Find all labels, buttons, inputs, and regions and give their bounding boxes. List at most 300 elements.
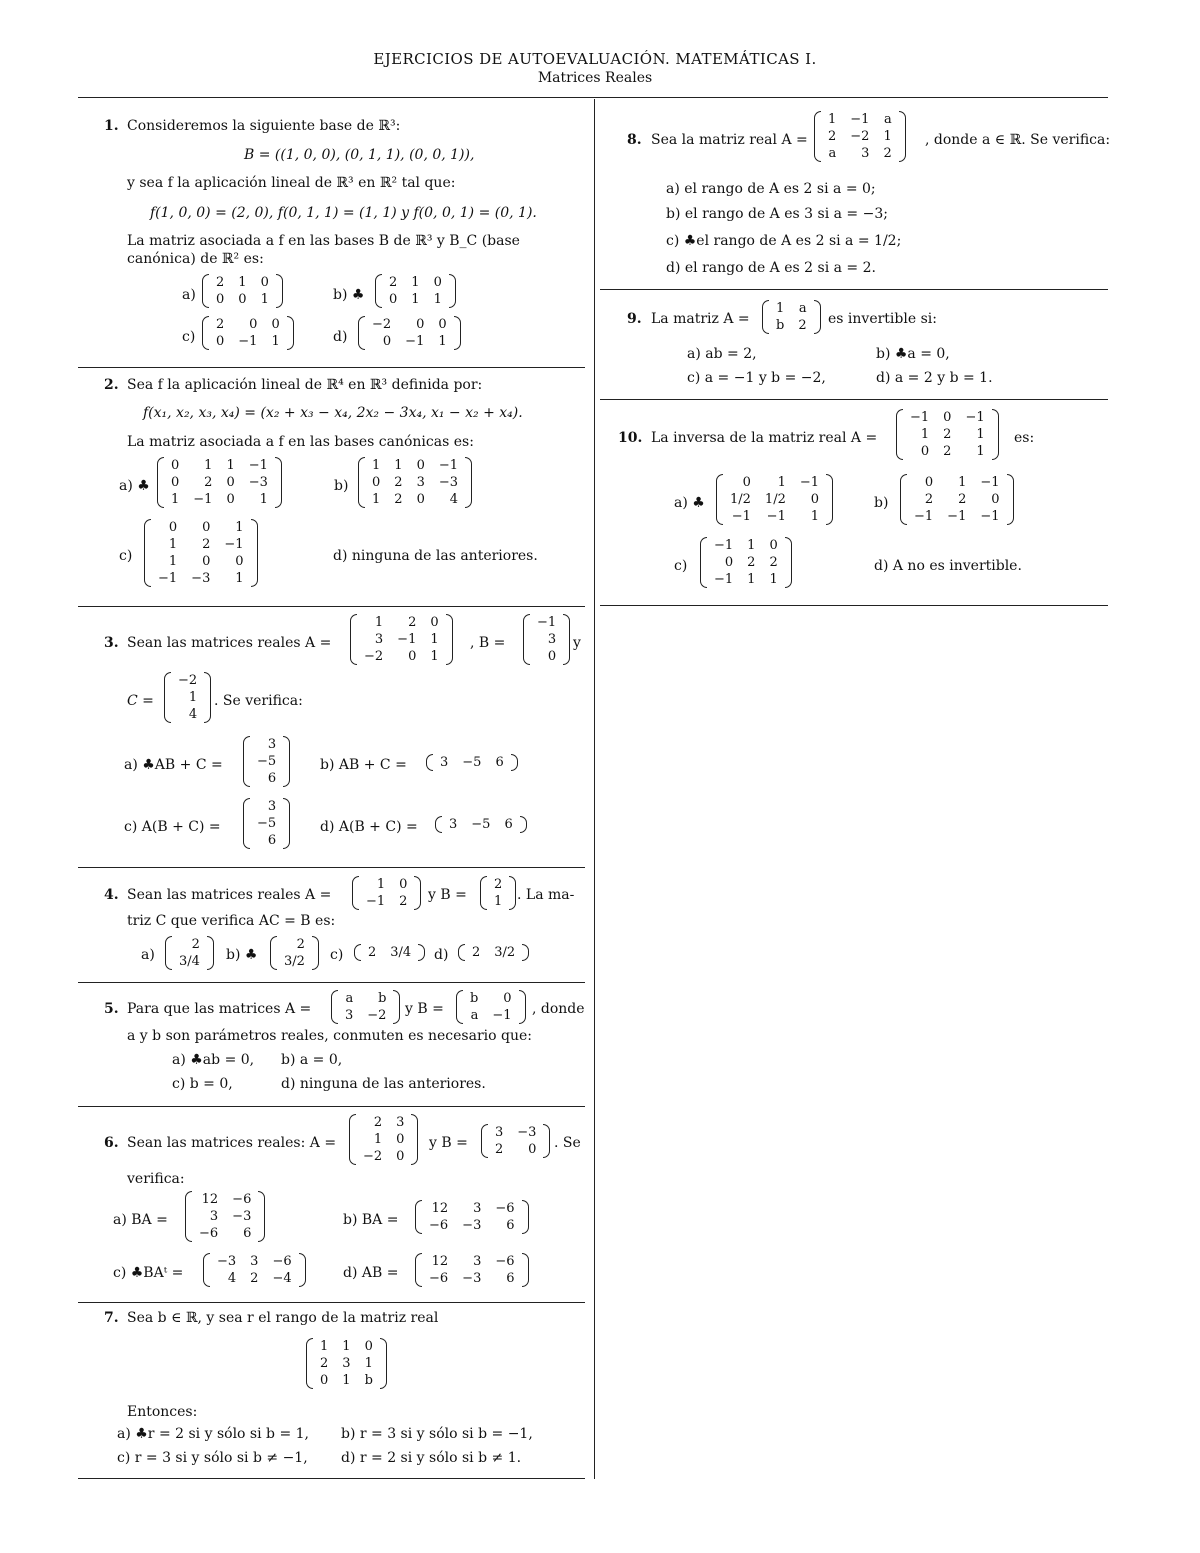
matrix	[352, 876, 421, 910]
matrix-entry: 1	[342, 1373, 351, 1388]
question-text: Sea la matriz real A =	[651, 132, 808, 148]
matrix	[375, 274, 456, 308]
matrix-entry: 0	[438, 317, 447, 332]
right-paren	[563, 614, 570, 665]
matrix-entry: 1/2	[730, 492, 751, 507]
question-text: . Se	[554, 1135, 581, 1151]
matrix-entry: 1	[430, 632, 439, 647]
matrix-entry: 1	[828, 112, 837, 127]
matrix-entry: 0	[168, 520, 178, 535]
matrix-entry: 0	[528, 1142, 537, 1157]
matrix-entry: 3/2	[284, 954, 305, 969]
matrix-entry: 0	[249, 317, 258, 332]
option-label: d) ninguna de las anteriores.	[281, 1076, 486, 1092]
matrix-entry: 1	[372, 458, 381, 473]
matrix-entry: 12	[201, 1192, 219, 1207]
matrix-entry: −5	[462, 755, 482, 770]
left-paren	[415, 1200, 422, 1234]
question-number: 10.	[618, 430, 643, 446]
question-text: y B =	[428, 887, 467, 903]
matrix-entry: −6	[495, 1254, 515, 1269]
matrix	[716, 474, 833, 525]
matrix-entry: 2	[943, 427, 952, 442]
question-text: y	[573, 635, 581, 651]
question-text: C =	[127, 693, 154, 709]
question-text: . La ma-	[517, 887, 575, 903]
question-text: Para que las matrices A =	[127, 1001, 312, 1017]
matrix-entry: −1	[714, 538, 734, 553]
option-label: d) AB =	[343, 1265, 399, 1281]
matrix-entry: −3	[217, 1254, 237, 1269]
left-paren	[375, 274, 382, 308]
right-paren	[414, 876, 421, 910]
formula: B = ((1, 0, 0), (0, 1, 1), (0, 0, 1)),	[244, 147, 475, 163]
matrix	[415, 1200, 529, 1234]
matrix-entry: −1	[980, 509, 1000, 524]
matrix-entry: −3	[248, 475, 268, 490]
matrix	[358, 457, 472, 508]
left-paren	[352, 876, 359, 910]
matrix-entry: 2	[769, 555, 778, 570]
right-paren	[283, 798, 290, 849]
left-paren	[243, 736, 250, 787]
right-paren	[465, 457, 472, 508]
matrix-entry: 3	[861, 146, 870, 161]
option-label: d) el rango de A es 2 si a = 2.	[666, 260, 876, 276]
left-paren	[415, 1253, 422, 1287]
option-label: a) BA =	[113, 1212, 168, 1228]
matrix-entry: −3	[462, 1271, 482, 1286]
matrix-entry: 0	[920, 444, 930, 459]
separator	[600, 289, 1108, 290]
matrix-entry: 0	[372, 475, 381, 490]
left-paren	[331, 990, 338, 1024]
matrix-entry: 1	[372, 492, 381, 507]
option-label: b)	[874, 495, 889, 511]
option-label: c) a = −1 y b = −2,	[687, 370, 826, 386]
question-text: La matriz A =	[651, 311, 750, 327]
right-paren	[204, 672, 211, 723]
matrix-entry: 6	[495, 755, 504, 770]
matrix-entry: 0	[235, 554, 244, 569]
matrix	[243, 798, 290, 849]
right-paren	[899, 111, 906, 162]
matrix-entry: 0	[226, 492, 235, 507]
matrix-entry: 1	[226, 458, 235, 473]
matrix	[456, 990, 526, 1024]
left-paren	[523, 614, 530, 665]
right-paren	[1007, 474, 1014, 525]
matrix-entry: −1	[731, 509, 751, 524]
right-paren	[543, 1124, 550, 1158]
matrix-entry: −5	[257, 754, 277, 769]
matrix-entry: b	[378, 991, 387, 1006]
matrix-entry: 2	[943, 444, 952, 459]
question-text: Sean las matrices reales: A =	[127, 1135, 337, 1151]
matrix-entry: 6	[506, 1271, 515, 1286]
separator	[78, 606, 585, 607]
matrix-entry: −6	[495, 1201, 515, 1216]
matrix-entry: 0	[216, 292, 225, 307]
formula: f(1, 0, 0) = (2, 0), f(0, 1, 1) = (1, 1) y f(0, 0, 1) = (0, 1).	[150, 205, 537, 221]
option-label: c) r = 3 si y sólo si b ≠ −1,	[117, 1450, 308, 1466]
matrix-entry: 6	[506, 1218, 515, 1233]
matrix-entry: 1	[411, 275, 420, 290]
matrix-entry: −5	[257, 816, 277, 831]
matrix-entry: 0	[389, 292, 398, 307]
question-text: , B =	[470, 635, 506, 651]
matrix-entry: 0	[430, 615, 439, 630]
question-text: , donde	[532, 1001, 585, 1017]
left-paren	[426, 754, 433, 771]
matrix-entry: a	[470, 1008, 479, 1023]
matrix-entry: 3	[547, 632, 557, 647]
question-number: 1.	[104, 118, 119, 134]
right-paren	[276, 274, 283, 308]
option-label: b) ♣	[226, 947, 258, 963]
question-text: triz C que verifica AC = B es:	[127, 913, 336, 929]
matrix-entry: −1	[492, 1008, 512, 1023]
matrix-entry: 3	[440, 755, 449, 770]
matrix-entry: 12	[431, 1201, 449, 1216]
matrix-entry: 2	[216, 317, 225, 332]
matrix-entry: −1	[850, 112, 870, 127]
right-paren	[522, 1200, 529, 1234]
matrix-entry: −1	[766, 509, 786, 524]
matrix-entry: 2	[798, 318, 807, 333]
option-label: c) A(B + C) =	[124, 819, 221, 835]
matrix-entry: 0	[396, 1149, 405, 1164]
matrix-entry: 1	[433, 292, 442, 307]
matrix	[435, 816, 527, 833]
left-paren	[900, 474, 907, 525]
matrix-entry: 2	[389, 275, 398, 290]
matrix-entry: 6	[267, 771, 277, 786]
right-paren	[411, 1114, 418, 1165]
matrix-entry: 1	[260, 292, 269, 307]
left-paren	[165, 936, 172, 970]
matrix-entry: 3	[495, 1125, 504, 1140]
matrix-entry: −1	[947, 509, 967, 524]
right-paren	[814, 300, 821, 334]
matrix-entry: 2	[373, 1115, 383, 1130]
matrix	[185, 1191, 265, 1242]
matrix-entry: −2	[178, 673, 198, 688]
left-paren	[814, 111, 821, 162]
matrix-entry: 2	[191, 937, 200, 952]
matrix-entry: −6	[199, 1226, 219, 1241]
matrix-entry: 0	[396, 1132, 405, 1147]
matrix-entry: −4	[272, 1271, 292, 1286]
matrix	[700, 537, 792, 588]
question-number: 6.	[104, 1135, 119, 1151]
matrix-entry: 1	[364, 1356, 373, 1371]
matrix-entry: −1	[799, 475, 820, 490]
question-number: 5.	[104, 1001, 119, 1017]
question-text: y sea f la aplicación lineal de ℝ³ en ℝ² tal que:	[127, 175, 456, 191]
question-text: a y b son parámetros reales, conmuten es necesario que:	[127, 1028, 532, 1044]
matrix-entry: 0	[364, 1339, 373, 1354]
left-paren	[349, 1114, 356, 1165]
question-text: La matriz asociada a f en las bases canónicas es:	[127, 434, 474, 450]
left-paren	[896, 409, 903, 460]
matrix-entry: b	[364, 1373, 373, 1388]
matrix	[762, 300, 821, 334]
left-paren	[358, 457, 365, 508]
matrix-entry: 0	[724, 555, 734, 570]
option-label: b) AB + C =	[320, 757, 407, 773]
matrix-entry: 6	[243, 1226, 252, 1241]
matrix-entry: 0	[238, 292, 247, 307]
matrix-entry: −2	[367, 1008, 387, 1023]
question-text: verifica:	[127, 1171, 185, 1187]
question-text: canónica) de ℝ² es:	[127, 251, 264, 267]
question-number: 4.	[104, 887, 119, 903]
right-paren	[287, 316, 294, 350]
question-text: Sea b ∈ ℝ, y sea r el rango de la matriz real	[127, 1310, 439, 1326]
option-label: a) ab = 2,	[687, 346, 757, 362]
matrix-entry: −1	[248, 458, 268, 473]
matrix-entry: 0	[226, 475, 235, 490]
matrix-entry: 1/2	[764, 492, 786, 507]
matrix-entry: −1	[366, 894, 386, 909]
matrix-entry: 1	[810, 509, 820, 524]
question-text: y B =	[405, 1001, 444, 1017]
matrix-entry: 3/2	[494, 945, 516, 960]
left-paren	[435, 816, 442, 833]
option-label: a)	[182, 287, 196, 303]
separator	[78, 982, 585, 983]
option-label: c)	[119, 548, 133, 564]
option-label: b) r = 3 si y sólo si b = −1,	[341, 1426, 533, 1442]
matrix-entry: 2	[204, 475, 213, 490]
option-label: d)	[333, 329, 348, 345]
matrix-entry: 0	[408, 649, 417, 664]
question-number: 3.	[104, 635, 119, 651]
matrix-entry: 0	[416, 458, 425, 473]
matrix-entry: −6	[232, 1192, 252, 1207]
matrix-entry: 1	[776, 301, 785, 316]
option-label: b) BA =	[343, 1212, 399, 1228]
matrix-entry: 2	[368, 945, 377, 960]
matrix-entry: a	[345, 991, 354, 1006]
left-paren	[203, 1253, 210, 1287]
option-label: d) A(B + C) =	[320, 819, 418, 835]
matrix-entry: 3	[473, 1254, 482, 1269]
matrix-entry: 6	[504, 817, 513, 832]
matrix-entry: 0	[260, 275, 269, 290]
matrix-entry: 6	[267, 833, 277, 848]
page-subtitle: Matrices Reales	[537, 70, 653, 86]
left-paren	[354, 944, 361, 961]
matrix-entry: 3/4	[390, 945, 412, 960]
matrix-entry: 0	[382, 334, 392, 349]
matrix-entry: 4	[227, 1271, 237, 1286]
right-paren	[522, 1253, 529, 1287]
option-label: d)	[434, 947, 449, 963]
matrix-entry: a	[828, 146, 837, 161]
option-label: a) ♣	[119, 478, 150, 494]
matrix-entry: 1	[171, 492, 180, 507]
matrix-entry: −3	[438, 475, 459, 490]
matrix-entry: −1	[438, 458, 459, 473]
matrix-entry: 1	[271, 334, 280, 349]
option-label: a) ♣AB + C =	[124, 757, 223, 773]
right-paren	[520, 816, 527, 833]
separator	[78, 367, 585, 368]
question-text: Sean las matrices reales A =	[127, 635, 332, 651]
matrix-entry: 1	[494, 894, 503, 909]
question-number: 2.	[104, 377, 119, 393]
left-paren	[202, 316, 209, 350]
left-paren	[270, 936, 277, 970]
matrix-entry: 1	[168, 554, 178, 569]
right-paren	[275, 457, 282, 508]
matrix	[331, 990, 400, 1024]
left-paren	[481, 1124, 488, 1158]
question-text: es:	[1014, 430, 1035, 446]
matrix	[270, 936, 319, 970]
option-label: a)	[141, 947, 155, 963]
option-label: b) a = 0,	[281, 1052, 343, 1068]
matrix-entry: 2	[494, 877, 503, 892]
option-label: c)	[182, 329, 196, 345]
question-text: La inversa de la matriz real A =	[651, 430, 878, 446]
matrix-entry: a	[883, 112, 892, 127]
right-paren	[519, 990, 526, 1024]
matrix-entry: −1	[910, 410, 930, 425]
matrix-entry: 0	[171, 475, 180, 490]
question-number: 8.	[627, 132, 642, 148]
option-label: a) ♣r = 2 si y sólo si b = 1,	[117, 1426, 309, 1442]
matrix-entry: −2	[364, 649, 384, 664]
matrix	[481, 1124, 550, 1158]
option-label: d) r = 2 si y sólo si b ≠ 1.	[341, 1450, 522, 1466]
matrix	[458, 944, 529, 961]
matrix-entry: 1	[238, 275, 247, 290]
right-paren	[511, 754, 518, 771]
option-label: a) ♣	[674, 495, 705, 511]
left-paren	[144, 519, 151, 587]
matrix-entry: −1	[397, 632, 417, 647]
matrix	[480, 876, 516, 910]
option-label: a) ♣ab = 0,	[172, 1052, 255, 1068]
question-text: es invertible si:	[828, 311, 937, 327]
matrix-entry: b	[776, 318, 785, 333]
matrix-entry: −1	[193, 492, 213, 507]
matrix-entry: 1	[777, 475, 786, 490]
matrix-entry: 1	[747, 572, 756, 587]
matrix	[350, 614, 453, 665]
left-paren	[306, 1338, 313, 1389]
matrix-entry: 0	[416, 492, 425, 507]
matrix-entry: 3	[250, 1254, 259, 1269]
matrix	[202, 316, 294, 350]
matrix-entry: 0	[202, 520, 211, 535]
matrix-entry: 1	[373, 1132, 383, 1147]
matrix-entry: −1	[537, 615, 557, 630]
matrix-entry: 1	[958, 475, 967, 490]
right-paren	[251, 519, 258, 587]
matrix-entry: 0	[769, 538, 778, 553]
matrix-entry: 1	[747, 538, 756, 553]
matrix-entry: 3	[267, 737, 277, 752]
left-paren	[164, 672, 171, 723]
matrix-entry: 1	[188, 690, 198, 705]
matrix-entry: 0	[810, 492, 820, 507]
matrix-entry: 0	[433, 275, 442, 290]
right-paren	[418, 944, 425, 961]
option-label: c)	[674, 558, 688, 574]
matrix-entry: 1	[259, 492, 268, 507]
matrix	[164, 672, 211, 723]
matrix	[358, 316, 461, 350]
matrix-entry: 1	[438, 334, 447, 349]
option-label: a) el rango de A es 2 si a = 0;	[666, 181, 876, 197]
matrix	[523, 614, 570, 665]
matrix-entry: 1	[411, 292, 420, 307]
matrix-entry: −1	[224, 537, 244, 552]
matrix-entry: 3/4	[179, 954, 200, 969]
matrix-entry: 1	[204, 458, 213, 473]
matrix-entry: 2	[924, 492, 934, 507]
matrix-entry: 0	[943, 410, 952, 425]
matrix-entry: 2	[216, 275, 225, 290]
matrix-entry: 0	[742, 475, 751, 490]
option-label: b) el rango de A es 3 si a = −3;	[666, 206, 888, 222]
matrix-entry: 1	[342, 1339, 351, 1354]
matrix-entry: 1	[320, 1339, 329, 1354]
header-rule	[78, 97, 1108, 98]
matrix-entry: 2	[958, 492, 967, 507]
matrix-entry: 0	[547, 649, 557, 664]
option-label: d) a = 2 y b = 1.	[876, 370, 993, 386]
matrix-entry: 0	[924, 475, 934, 490]
matrix-entry: 1	[235, 520, 244, 535]
matrix-entry: 0	[202, 554, 211, 569]
option-label: b) ♣a = 0,	[876, 346, 950, 362]
matrix	[896, 409, 999, 460]
right-paren	[449, 274, 456, 308]
matrix-entry: 0	[216, 334, 225, 349]
matrix-entry: 1	[976, 444, 985, 459]
question-text: Consideremos la siguiente base de ℝ³:	[127, 118, 401, 134]
question-text: , donde a ∈ ℝ. Se verifica:	[925, 132, 1111, 148]
matrix-entry: 1	[976, 427, 985, 442]
matrix-entry: 1	[394, 458, 403, 473]
right-paren	[509, 876, 516, 910]
right-paren	[785, 537, 792, 588]
matrix-entry: −1	[914, 509, 934, 524]
option-label: c) ♣el rango de A es 2 si a = 1/2;	[666, 233, 902, 249]
question-number: 9.	[627, 311, 642, 327]
matrix	[900, 474, 1014, 525]
matrix	[426, 754, 518, 771]
option-label: c) ♣BAᵗ =	[113, 1265, 184, 1281]
matrix-entry: −1	[238, 334, 258, 349]
left-paren	[456, 990, 463, 1024]
matrix-entry: −6	[429, 1271, 449, 1286]
option-label: c) b = 0,	[172, 1076, 233, 1092]
matrix-entry: 3	[396, 1115, 405, 1130]
matrix-entry: −2	[850, 129, 870, 144]
matrix-entry: −2	[363, 1149, 383, 1164]
matrix-entry: 4	[449, 492, 459, 507]
matrix	[354, 944, 425, 961]
right-paren	[380, 1338, 387, 1389]
matrix-entry: 1	[769, 572, 778, 587]
right-paren	[454, 316, 461, 350]
